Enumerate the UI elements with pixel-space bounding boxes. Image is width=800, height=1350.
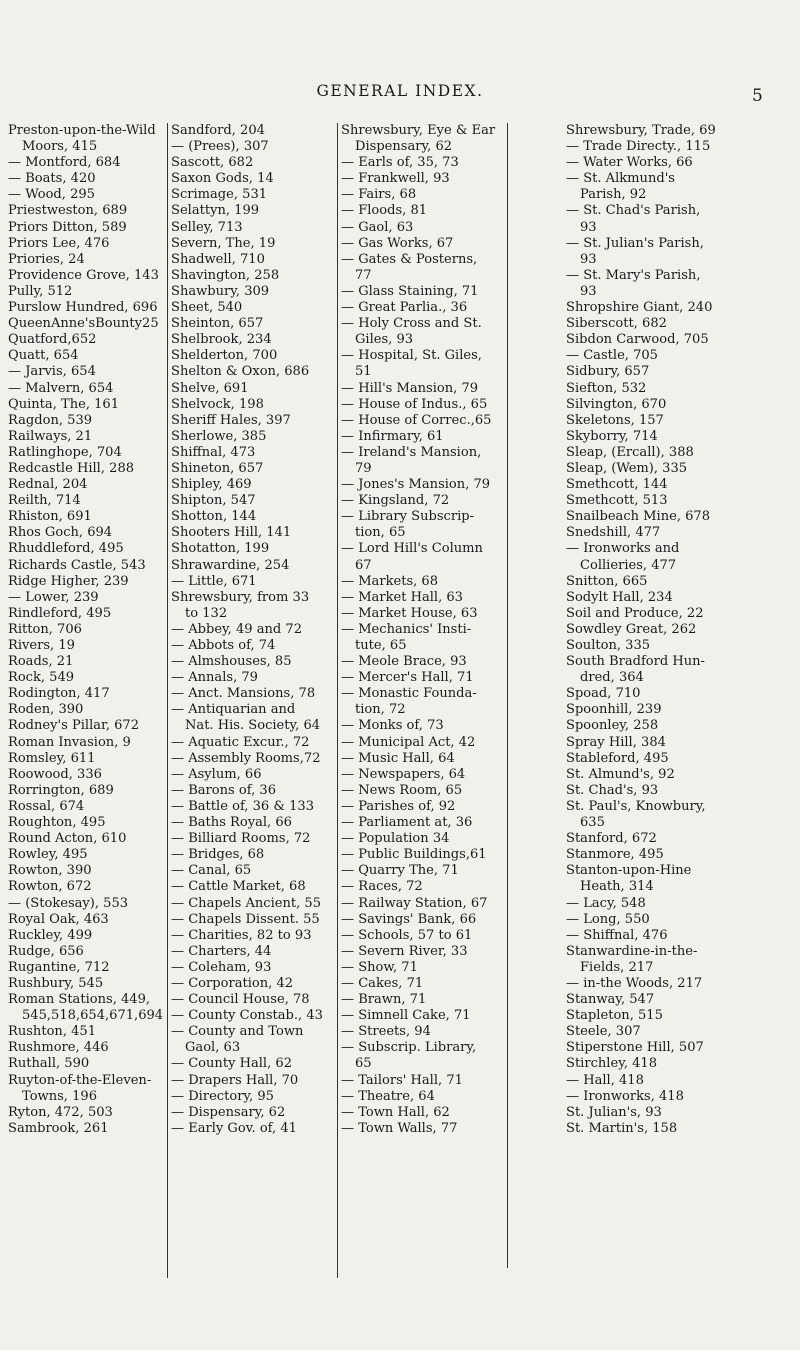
column-divider [507, 123, 508, 1268]
index-entry-continuation: 51 [355, 364, 372, 380]
index-entry: — News Room, 65 [341, 782, 463, 798]
index-entry-continuation: tion, 65 [355, 525, 406, 541]
index-entry: — Mechanics' Insti- [341, 621, 472, 637]
index-entry: — Town Hall, 62 [341, 1104, 450, 1120]
index-entry: Ryton, 472, 503 [8, 1104, 113, 1120]
index-entry: Stanmore, 495 [566, 847, 664, 863]
index-entry: — Chapels Ancient, 55 [171, 895, 322, 911]
index-entry-continuation: 77 [355, 267, 372, 283]
index-entry: Smethcott, 513 [566, 493, 668, 509]
index-entry: Sibdon Carwood, 705 [566, 332, 709, 348]
index-entry: Stanford, 672 [566, 831, 657, 847]
index-entry: — Simnell Cake, 71 [341, 1008, 471, 1024]
index-entry: — Trade Directy., 115 [566, 139, 711, 155]
index-entry: — Population 34 [341, 831, 450, 847]
index-entry: Stanton-upon-Hine [566, 863, 692, 879]
index-entry: — Holy Cross and St. [341, 316, 482, 332]
index-entry: — Gaol, 63 [341, 219, 414, 235]
index-entry: Ratlinghope, 704 [8, 444, 122, 460]
index-entry: Rodney's Pillar, 672 [8, 718, 140, 734]
index-entry: Sherlowe, 385 [171, 428, 267, 444]
index-column-1 [8, 123, 168, 1137]
index-entry: — Canal, 65 [171, 863, 252, 879]
index-entry: Sidbury, 657 [566, 364, 650, 380]
index-entry: Siefton, 532 [566, 380, 647, 396]
index-entry: — Bridges, 68 [171, 847, 265, 863]
index-entry: Roowood, 336 [8, 766, 102, 782]
index-entry: — Gates & Posterns, [341, 251, 478, 267]
index-entry: Quinta, The, 161 [8, 396, 120, 412]
index-entry: Shawbury, 309 [171, 283, 270, 299]
index-entry: — Music Hall, 64 [341, 750, 455, 766]
index-entry: — Almshouses, 85 [171, 654, 292, 670]
index-entry: Stableford, 495 [566, 750, 669, 766]
index-entry: Shiffnal, 473 [171, 444, 256, 460]
index-entry: — Asylum, 66 [171, 766, 262, 782]
index-entry: Rugantine, 712 [8, 959, 110, 975]
index-entry: — Parishes of, 92 [341, 798, 456, 814]
index-entry: — Annals, 79 [171, 670, 258, 686]
index-entry: — Savings' Bank, 66 [341, 911, 477, 927]
index-entry-continuation: 93 [580, 219, 597, 235]
index-entry: Shelvock, 198 [171, 396, 264, 412]
index-column-4 [566, 123, 788, 1137]
index-entry: — Anct. Mansions, 78 [171, 686, 316, 702]
index-entry-continuation: to 132 [185, 605, 228, 621]
index-entry: Quatford,652 [8, 332, 97, 348]
index-entry: — Billiard Rooms, 72 [171, 831, 311, 847]
index-entry: St. Almund's, 92 [566, 766, 675, 782]
index-entry: — Glass Staining, 71 [341, 283, 479, 299]
index-entry-continuation: Fields, 217 [580, 959, 654, 975]
index-entry: — Earls of, 35, 73 [341, 155, 459, 171]
index-entry: — Wood, 295 [8, 187, 95, 203]
index-entry: — Charities, 82 to 93 [171, 927, 312, 943]
index-entry-continuation: Nat. His. Society, 64 [185, 718, 321, 734]
index-entry-continuation: dred, 364 [580, 670, 644, 686]
index-entry-continuation: Heath, 314 [580, 879, 654, 895]
index-entry: Providence Grove, 143 [8, 267, 159, 283]
index-entry: Rock, 549 [8, 670, 75, 686]
index-entry: Soil and Produce, 22 [566, 605, 704, 621]
index-entry: — Lower, 239 [8, 589, 99, 605]
index-entry: — Battle of, 36 & 133 [171, 798, 315, 814]
index-entry: — Library Subscrip- [341, 509, 475, 525]
index-entry: Ruyton-of-the-Eleven- [8, 1072, 152, 1088]
page-title: GENERAL INDEX. [316, 82, 484, 100]
index-entry: — Market Hall, 63 [341, 589, 463, 605]
index-entry: — House of Indus., 65 [341, 396, 488, 412]
column-divider [337, 123, 338, 1278]
index-entry: Skeletons, 157 [566, 412, 664, 428]
index-entry: — Council House, 78 [171, 992, 310, 1008]
index-entry: Ragdon, 539 [8, 412, 93, 428]
index-entry: Shipton, 547 [171, 493, 256, 509]
index-entry: — Coleham, 93 [171, 959, 272, 975]
index-entry: Roman Stations, 449, [8, 992, 151, 1008]
index-entry: — House of Correc.,65 [341, 412, 492, 428]
index-entry: Saxon Gods, 14 [171, 171, 274, 187]
index-entry-continuation: Collieries, 477 [580, 557, 677, 573]
index-entry: Romsley, 611 [8, 750, 96, 766]
index-entry: Rowley, 495 [8, 847, 88, 863]
index-entry: Rowton, 390 [8, 863, 92, 879]
index-entry: Roads, 21 [8, 654, 74, 670]
index-entry: Shelbrook, 234 [171, 332, 272, 348]
index-entry: — Castle, 705 [566, 348, 658, 364]
index-entry: Sleap, (Wem), 335 [566, 460, 688, 476]
index-entry: Sascott, 682 [171, 155, 254, 171]
index-entry: — Ireland's Mansion, [341, 444, 482, 460]
index-entry-continuation: 93 [580, 283, 597, 299]
index-entry: — Assembly Rooms,72 [171, 750, 321, 766]
index-entry: — St. Alkmund's [566, 171, 675, 187]
index-entry: Rushbury, 545 [8, 975, 104, 991]
index-entry: St. Julian's, 93 [566, 1104, 662, 1120]
index-entry: — Lord Hill's Column [341, 541, 483, 557]
index-entry: — Water Works, 66 [566, 155, 693, 171]
index-entry: — Brawn, 71 [341, 992, 427, 1008]
index-entry: Silvington, 670 [566, 396, 667, 412]
index-entry: Snedshill, 477 [566, 525, 661, 541]
index-entry: — Newspapers, 64 [341, 766, 466, 782]
index-entry: Shavington, 258 [171, 267, 280, 283]
index-entry: Roden, 390 [8, 702, 84, 718]
index-entry: St. Martin's, 158 [566, 1120, 678, 1136]
index-entry: St. Paul's, Knowbury, [566, 798, 706, 814]
index-entry: Railways, 21 [8, 428, 93, 444]
index-entry: Stanway, 547 [566, 992, 655, 1008]
index-entry: St. Chad's, 93 [566, 782, 659, 798]
index-entry: — Public Buildings,61 [341, 847, 487, 863]
index-entry: Rossal, 674 [8, 798, 85, 814]
index-entry: Selley, 713 [171, 219, 243, 235]
index-entry: — Chapels Dissent. 55 [171, 911, 320, 927]
index-entry: Rhiston, 691 [8, 509, 92, 525]
index-entry: — Severn River, 33 [341, 943, 468, 959]
index-entry: — Drapers Hall, 70 [171, 1072, 299, 1088]
index-entry: Stirchley, 418 [566, 1056, 658, 1072]
index-entry-continuation: Gaol, 63 [185, 1040, 241, 1056]
index-entry: Priestweston, 689 [8, 203, 128, 219]
index-entry: Sheriff Hales, 397 [171, 412, 291, 428]
index-entry: — Tailors' Hall, 71 [341, 1072, 463, 1088]
index-entry: Shotatton, 199 [171, 541, 270, 557]
index-entry: Pully, 512 [8, 283, 73, 299]
index-entry: Spray Hill, 384 [566, 734, 666, 750]
index-entry: — Hall, 418 [566, 1072, 644, 1088]
index-entry: — Fairs, 68 [341, 187, 417, 203]
index-entry: — Ironworks, 418 [566, 1088, 684, 1104]
index-entry-continuation: 79 [355, 460, 372, 476]
index-entry: — Jarvis, 654 [8, 364, 96, 380]
index-entry: Shelve, 691 [171, 380, 249, 396]
index-entry: Ruthall, 590 [8, 1056, 90, 1072]
index-entry: Snailbeach Mine, 678 [566, 509, 711, 525]
index-entry: Rodington, 417 [8, 686, 110, 702]
index-column-3 [341, 123, 507, 1137]
index-entry: — Show, 71 [341, 959, 418, 975]
index-entry: Sheet, 540 [171, 300, 243, 316]
index-entry: Shotton, 144 [171, 509, 257, 525]
index-entry: — St. Mary's Parish, [566, 267, 701, 283]
index-entry: Priories, 24 [8, 251, 85, 267]
index-entry: — Aquatic Excur., 72 [171, 734, 310, 750]
index-entry: Skyborry, 714 [566, 428, 658, 444]
index-entry: Priors Lee, 476 [8, 235, 110, 251]
index-entry: — County Hall, 62 [171, 1056, 292, 1072]
index-entry: — Infirmary, 61 [341, 428, 444, 444]
index-entry: — Kingsland, 72 [341, 493, 450, 509]
index-entry: Sowdley Great, 262 [566, 621, 697, 637]
index-entry: Stiperstone Hill, 507 [566, 1040, 704, 1056]
index-entry: Rushton, 451 [8, 1024, 97, 1040]
index-entry: — Early Gov. of, 41 [171, 1120, 297, 1136]
index-entry: Sheinton, 657 [171, 316, 264, 332]
index-entry: — Monastic Founda- [341, 686, 477, 702]
index-entry: — Quarry The, 71 [341, 863, 459, 879]
index-entry: Roman Invasion, 9 [8, 734, 131, 750]
index-entry: — Corporation, 42 [171, 975, 294, 991]
index-entry: — Abbey, 49 and 72 [171, 621, 303, 637]
index-entry: Shrewsbury, Eye & Ear [341, 123, 496, 138]
index-entry: Purslow Hundred, 696 [8, 300, 158, 316]
index-entry: — Races, 72 [341, 879, 423, 895]
index-entry: — Town Walls, 77 [341, 1120, 458, 1136]
index-entry: — Subscrip. Library, [341, 1040, 477, 1056]
index-entry: Ruckley, 499 [8, 927, 93, 943]
index-entry: — St. Chad's Parish, [566, 203, 701, 219]
index-entry-continuation: 93 [580, 251, 597, 267]
index-entry: — Frankwell, 93 [341, 171, 450, 187]
index-entry: Severn, The, 19 [171, 235, 276, 251]
index-entry: — Cattle Market, 68 [171, 879, 306, 895]
index-entry: — Malvern, 654 [8, 380, 114, 396]
index-entry: Sambrook, 261 [8, 1120, 109, 1136]
index-entry: Reilth, 714 [8, 493, 81, 509]
index-entry: — Streets, 94 [341, 1024, 431, 1040]
index-entry: Smethcott, 144 [566, 477, 668, 493]
index-entry: Rowton, 672 [8, 879, 92, 895]
index-entry: Ridge Higher, 239 [8, 573, 129, 589]
index-entry: — (Stokesay), 553 [8, 895, 129, 911]
index-entry: — Theatre, 64 [341, 1088, 435, 1104]
index-entry: — Long, 550 [566, 911, 650, 927]
index-entry: Roughton, 495 [8, 815, 106, 831]
index-entry-continuation: Parish, 92 [580, 187, 647, 203]
index-entry: — St. Julian's Parish, [566, 235, 704, 251]
index-entry: Sodylt Hall, 234 [566, 589, 673, 605]
page-header [0, 82, 800, 106]
index-entry: Preston-upon-the-Wild [8, 123, 156, 138]
index-entry: — Schools, 57 to 61 [341, 927, 473, 943]
index-entry-continuation: Giles, 93 [355, 332, 414, 348]
index-entry: South Bradford Hun- [566, 654, 705, 670]
index-entry: — Cakes, 71 [341, 975, 424, 991]
index-entry: Rhuddleford, 495 [8, 541, 124, 557]
index-entry: — Monks of, 73 [341, 718, 444, 734]
index-entry: Rednal, 204 [8, 477, 88, 493]
index-entry: — Boats, 420 [8, 171, 96, 187]
index-entry: — Little, 671 [171, 573, 257, 589]
index-entry-continuation: 67 [355, 557, 372, 573]
index-entry: Snitton, 665 [566, 573, 648, 589]
index-entry: Rorrington, 689 [8, 782, 114, 798]
index-entry: QueenAnne'sBounty25 [8, 316, 159, 332]
index-entry: Steele, 307 [566, 1024, 641, 1040]
index-entry-continuation: 545,518,654,671,694 [22, 1008, 164, 1024]
index-entry: Rivers, 19 [8, 638, 75, 653]
index-entry: Shooters Hill, 141 [171, 525, 292, 541]
index-entry: Soulton, 335 [566, 638, 651, 653]
index-entry: — Montford, 684 [8, 155, 121, 171]
index-entry: — (Prees), 307 [171, 139, 269, 155]
index-entry: Shineton, 657 [171, 460, 264, 476]
index-entry: — County and Town [171, 1024, 304, 1040]
index-entry-continuation: Dispensary, 62 [355, 139, 453, 155]
index-entry: — County Constab., 43 [171, 1008, 323, 1024]
index-entry: — in-the Woods, 217 [566, 975, 703, 991]
index-entry: Rudge, 656 [8, 943, 84, 959]
index-entry: Shadwell, 710 [171, 251, 265, 267]
index-entry-continuation: 65 [355, 1056, 372, 1072]
index-entry: — Antiquarian and [171, 702, 296, 718]
index-entry: — Railway Station, 67 [341, 895, 488, 911]
index-entry: — Parliament at, 36 [341, 815, 473, 831]
page-number: 5 [752, 86, 763, 106]
index-entry: Siberscott, 682 [566, 316, 667, 332]
index-entry-continuation: Moors, 415 [22, 139, 98, 155]
index-entry: Shropshire Giant, 240 [566, 300, 713, 316]
index-entry: — Baths Royal, 66 [171, 815, 292, 831]
index-entry: — Mercer's Hall, 71 [341, 670, 474, 686]
index-entry: — Hill's Mansion, 79 [341, 380, 479, 396]
index-entry: Shelderton, 700 [171, 348, 278, 364]
index-entry-continuation: Towns, 196 [22, 1088, 98, 1104]
index-entry: Redcastle Hill, 288 [8, 460, 135, 476]
index-entry: Round Acton, 610 [8, 831, 127, 847]
index-entry-continuation: tion, 72 [355, 702, 406, 718]
index-entry: Spoonhill, 239 [566, 702, 662, 718]
index-entry: — Meole Brace, 93 [341, 654, 467, 670]
index-entry: Rushmore, 446 [8, 1040, 109, 1056]
index-entry: Royal Oak, 463 [8, 911, 109, 927]
index-column-2 [171, 123, 336, 1137]
index-entry: Ritton, 706 [8, 621, 82, 637]
index-entry: Spoad, 710 [566, 686, 641, 702]
index-entry: — Ironworks and [566, 541, 680, 557]
index-entry: — Municipal Act, 42 [341, 734, 476, 750]
index-entry: — Dispensary, 62 [171, 1104, 286, 1120]
index-entry: Rhos Goch, 694 [8, 525, 113, 541]
index-entry: Sandford, 204 [171, 123, 265, 138]
index-entry: — Directory, 95 [171, 1088, 274, 1104]
index-entry-continuation: tute, 65 [355, 638, 407, 653]
index-entry: Rindleford, 495 [8, 605, 112, 621]
index-entry: — Barons of, 36 [171, 782, 277, 798]
index-entry: Stapleton, 515 [566, 1008, 663, 1024]
index-entry: Sleap, (Ercall), 388 [566, 444, 694, 460]
index-entry: Priors Ditton, 589 [8, 219, 127, 235]
index-entry: — Markets, 68 [341, 573, 439, 589]
index-entry: — Shiffnal, 476 [566, 927, 668, 943]
index-entry: Shelton & Oxon, 686 [171, 364, 310, 380]
index-entry: Scrimage, 531 [171, 187, 268, 203]
index-entry: Stanwardine-in-the- [566, 943, 698, 959]
index-entry: Richards Castle, 543 [8, 557, 146, 573]
index-entry: — Abbots of, 74 [171, 638, 276, 653]
index-entry: — Jones's Mansion, 79 [341, 477, 491, 493]
index-entry: — Lacy, 548 [566, 895, 646, 911]
index-entry-continuation: 635 [580, 815, 605, 831]
index-entry: Selattyn, 199 [171, 203, 260, 219]
index-entry: — Gas Works, 67 [341, 235, 454, 251]
index-entry: Shrewsbury, Trade, 69 [566, 123, 716, 138]
index-entry: — Hospital, St. Giles, [341, 348, 482, 364]
index-entry: Shipley, 469 [171, 477, 252, 493]
index-entry: — Great Parlia., 36 [341, 300, 468, 316]
index-entry: Spoonley, 258 [566, 718, 659, 734]
index-entry: — Charters, 44 [171, 943, 272, 959]
index-entry: Quatt, 654 [8, 348, 79, 364]
index-entry: Shrewsbury, from 33 [171, 589, 310, 605]
index-entry: Shrawardine, 254 [171, 557, 290, 573]
index-entry: — Market House, 63 [341, 605, 478, 621]
index-entry: — Floods, 81 [341, 203, 428, 219]
